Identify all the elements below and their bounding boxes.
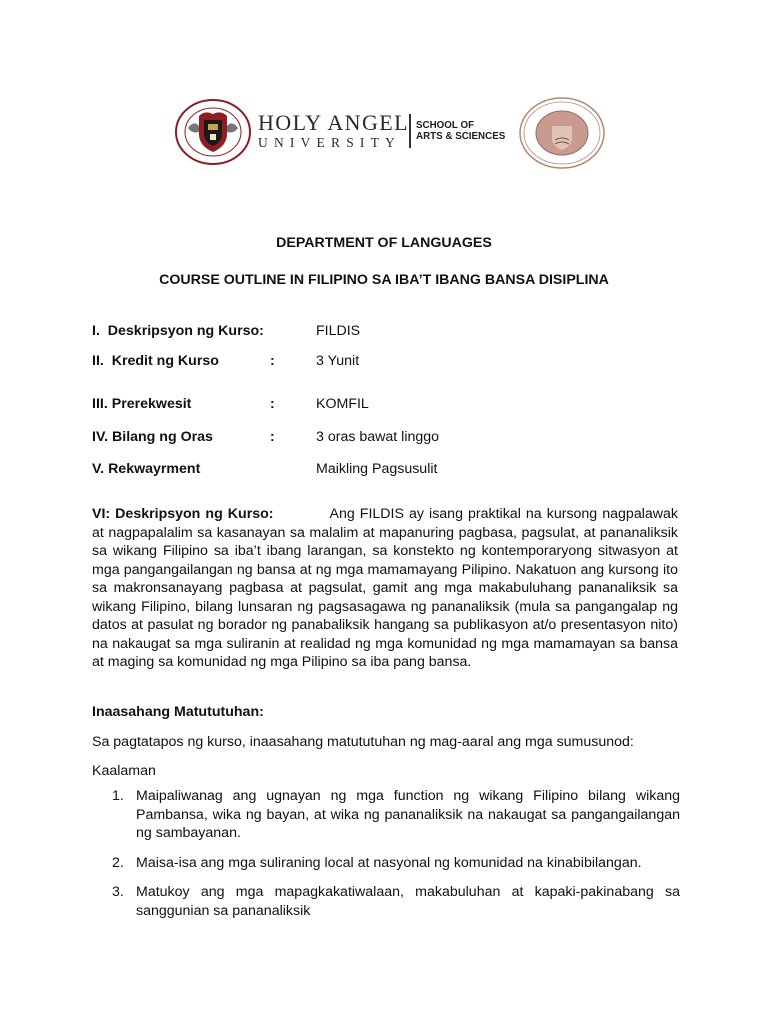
school-wordmark <box>416 120 505 142</box>
info-row-credit <box>92 353 692 373</box>
hau-seal-logo <box>174 98 252 166</box>
info-row-label: V. Rekwayrment <box>92 461 201 477</box>
course-description-paragraph <box>92 505 678 672</box>
info-row-prerequisite <box>92 396 692 416</box>
list-item-number: 3. <box>112 884 124 900</box>
info-row-colon: : <box>270 396 275 412</box>
info-row-label: II. Kredit ng Kurso <box>92 353 219 369</box>
list-item-number: 1. <box>112 788 124 804</box>
info-row-value: KOMFIL <box>316 396 369 412</box>
info-row-colon: : <box>270 429 275 445</box>
info-row-value: 3 oras bawat linggo <box>316 429 440 445</box>
university-name-line2: UNIVERSITY <box>258 135 401 150</box>
kaalaman-list <box>92 787 680 931</box>
list-item-number: 2. <box>112 854 124 871</box>
list-item-text: Matukoy ang mga mapagkakatiwalaan, makabuluhan at kapaki-pakinabang sa sanggunian sa pananaliksik <box>136 884 680 919</box>
sas-seal-logo <box>518 96 606 170</box>
info-row-label: I. Deskripsyon ng Kurso: <box>92 323 264 339</box>
outcomes-heading: Inaasahang Matututuhan: <box>92 704 264 720</box>
info-row-label: IV. Bilang ng Oras <box>92 429 213 445</box>
department-title: DEPARTMENT OF LANGUAGES <box>276 235 492 251</box>
list-item <box>92 787 680 843</box>
info-row-value: Maikling Pagsusulit <box>316 461 438 477</box>
list-item <box>92 883 680 920</box>
school-name-line2: ARTS & SCIENCES <box>416 131 506 142</box>
university-name-line1: HOLY ANGEL <box>258 110 409 135</box>
info-row-value: 3 Yunit <box>316 353 360 369</box>
letterhead <box>172 96 608 168</box>
info-row-hours <box>92 429 692 449</box>
wordmark-divider <box>409 114 411 148</box>
info-row-label: III. Prerekwesit <box>92 396 192 412</box>
list-item <box>92 854 680 873</box>
info-row-colon: : <box>270 353 275 369</box>
kaalaman-label: Kaalaman <box>92 763 156 779</box>
list-item-text: Maipaliwanag ang ugnayan ng mga function ng wikang Filipino bilang wikang Pambansa, wika ng bayan, at wika ng pananaliksik na nakaugat sa pangangailangan ng sambayanan. <box>136 788 680 841</box>
info-row-value: FILDIS <box>316 323 361 339</box>
course-description-text: Ang FILDIS ay isang praktikal na kursong nagpalawak at nagpapalalim sa kasanayan sa malalim at mapanuring pagbasa, pagsulat, at pananaliksik sa wikang Filipino sa iba’t ibang larangan, sa konstekto ng kontemporaryong sitwasyon at mga pangangailangan ng bansa at ng mga mamamayang Pilipino. Nakatuon ang kursong ito sa makronsanayang pagbasa at pagsulat, gamit ang mga makabuluhang pananaliksik sa wikang Filipino, bilang lunsaran ng pagsasagawa ng pananaliksik (mula sa pangangalap ng datos at pasulat ng borador ng panabaliksik hangang sa publikasyon at/o presentasyon nito) na nakaugat sa mga suliranin at realidad ng mga komunidad ng mga mamamayan sa bansa at maging sa komunidad ng mga Pilipino sa iba pang bansa. <box>92 506 678 670</box>
info-row-requirement <box>92 461 692 481</box>
university-wordmark <box>258 112 409 151</box>
outcomes-intro: Sa pagtatapos ng kurso, inaasahang matututuhan ng mag-aaral ang mga sumusunod: <box>92 734 634 750</box>
list-item-text: Maisa-isa ang mga suliraning local at nasyonal ng komunidad na kinabibilangan. <box>136 854 642 871</box>
course-outline-title: COURSE OUTLINE IN FILIPINO SA IBA’T IBANG BANSA DISIPLINA <box>159 272 609 288</box>
course-description-heading: VI: Deskripsyon ng Kurso: <box>92 506 274 522</box>
info-row-description <box>92 323 692 343</box>
school-name-line1: SCHOOL OF <box>416 120 475 131</box>
